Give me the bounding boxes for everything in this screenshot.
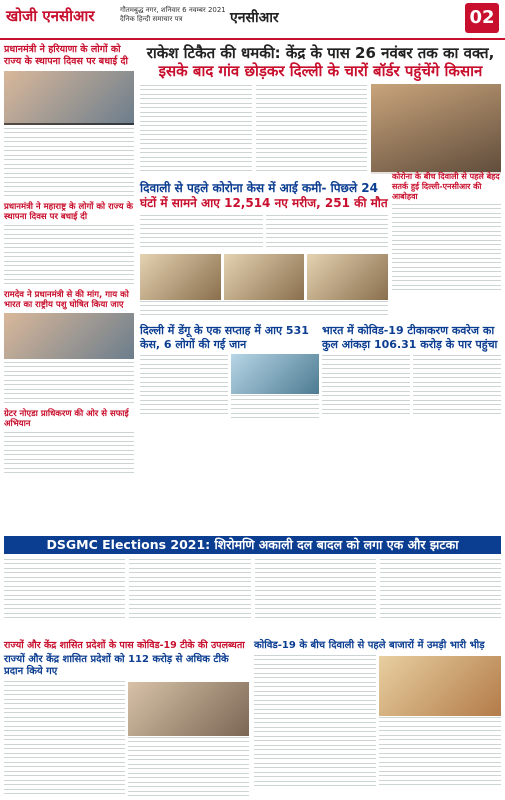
lead-text-col — [140, 84, 252, 175]
article-text — [413, 355, 501, 363]
article-text — [4, 155, 134, 163]
dsgmc-col — [129, 558, 250, 636]
article-text — [4, 450, 134, 458]
article-text — [256, 94, 368, 102]
article-text — [266, 215, 389, 223]
article-text — [140, 400, 228, 408]
article-text — [140, 166, 252, 174]
article-text — [4, 398, 134, 406]
dsgmc-col — [380, 558, 501, 636]
corona-body — [140, 214, 388, 251]
article-text — [140, 355, 228, 363]
edition-type: दैनिक हिन्दी समाचार पत्र — [120, 15, 183, 23]
section-title: एनसीआर — [230, 10, 279, 26]
vaccine-photo — [128, 682, 249, 736]
corona-headline-part2: घंटों में सामने आए 12,514 नए मरीज, 251 की मौत — [140, 196, 388, 210]
left-photo-2 — [4, 313, 134, 359]
article-text — [256, 112, 368, 120]
left-subhead-3: ग्रेटर नोएडा प्राधिकरण की ओर से सफाई अभियान — [4, 409, 129, 429]
article-text — [140, 242, 263, 250]
market-crowd-col — [254, 654, 376, 790]
article-text — [231, 404, 319, 412]
article-text — [140, 103, 252, 111]
dengue-col — [231, 354, 319, 422]
vaccine-availability-headline: राज्यों और केंद्र शासित प्रदेशों के पास कोविड-19 टीके की उपलब्धता — [4, 640, 245, 651]
article-text — [140, 233, 263, 241]
article-text — [4, 128, 134, 136]
market-crowd-photo — [379, 656, 501, 716]
dengue-col — [140, 354, 228, 422]
article-text — [392, 204, 501, 212]
article-text — [140, 391, 228, 399]
corona-headline-part1: दिवाली से पहले कोरोना केस में आई कमी- पिछले 24 — [140, 181, 378, 195]
page-number: 02 — [465, 3, 499, 33]
market-crowd-col — [379, 654, 501, 790]
dsgmc-banner: DSGMC Elections 2021: शिरोमणि अकाली दल बादल को लगा एक और झटका — [4, 536, 501, 554]
article-text — [256, 157, 368, 165]
article-text — [413, 373, 501, 381]
article-text — [4, 137, 134, 145]
article-text — [256, 148, 368, 156]
article-text — [4, 146, 134, 154]
lead-headline-line1: राकेश टिकैत की धमकी: केंद्र के पास 26 नवंबर तक का वक्त, — [146, 44, 495, 62]
article-text — [413, 364, 501, 372]
article-text — [392, 222, 501, 230]
article-text — [4, 225, 134, 233]
corona-photos — [140, 254, 388, 300]
aqi-headline: कोरोना के बीच दिवाली से पहले बेहद सतर्क हुई दिल्ली-एनसीआर की आबोहवा — [392, 172, 500, 201]
left-photo — [4, 71, 134, 125]
article-text — [256, 166, 368, 174]
article-text — [392, 213, 501, 221]
article-text — [413, 391, 501, 399]
article-text — [322, 373, 410, 381]
dengue-story — [140, 324, 319, 422]
article-text — [140, 85, 252, 93]
corona-photo — [140, 254, 221, 300]
article-text — [4, 459, 134, 467]
vaccine-headline: भारत में कोविड-19 टीकाकरण कवरेज का कुल आंकड़ा 106.31 करोड़ के पार पहुंचा — [322, 324, 498, 351]
article-text — [4, 243, 134, 251]
article-text — [4, 164, 134, 172]
dengue-body — [140, 354, 319, 422]
article-text — [256, 121, 368, 129]
vaccine-body — [322, 354, 501, 418]
article-text — [392, 267, 501, 275]
article-text — [140, 364, 228, 372]
article-text — [266, 233, 389, 241]
corona-col — [266, 214, 389, 251]
newspaper-logo: खोजी एनसीआर — [6, 7, 95, 25]
vaccine-supply-body — [4, 680, 249, 800]
vaccine-supply-col — [128, 680, 249, 800]
article-text — [322, 355, 410, 363]
article-text — [4, 441, 134, 449]
article-text — [392, 240, 501, 248]
market-crowd-story — [254, 640, 501, 790]
article-text — [266, 242, 389, 250]
vaccine-supply-col — [4, 680, 125, 800]
vaccine-supply-headline: राज्यों और केंद्र शासित प्रदेशों को 112 करोड़ से अधिक टीके प्रदान किये गए — [4, 654, 229, 677]
article-text — [140, 215, 263, 223]
corona-photo — [307, 254, 388, 300]
left-headline: प्रधानमंत्री ने हरियाणा के लोगों को राज्य के स्थापना दिवस पर बधाई दी — [4, 44, 128, 67]
article-text — [392, 231, 501, 239]
market-crowd-body — [254, 654, 501, 790]
article-text — [266, 224, 389, 232]
aqi-sidebar — [392, 172, 501, 294]
lead-headline — [140, 44, 501, 80]
left-photo-caption — [4, 123, 134, 125]
article-text — [4, 191, 134, 199]
article-text — [140, 121, 252, 129]
left-subhead-1: प्रधानमंत्री ने महाराष्ट्र के लोगों को राज्य के स्थापना दिवस पर बधाई दी — [4, 202, 134, 222]
edition-info — [120, 6, 226, 24]
vaccine-col — [322, 354, 410, 418]
article-text — [231, 395, 319, 403]
article-text — [392, 249, 501, 257]
article-text — [4, 279, 134, 287]
article-text — [140, 301, 388, 309]
article-text — [4, 389, 134, 397]
article-text — [4, 234, 134, 242]
corona-story — [140, 181, 388, 318]
article-text — [392, 276, 501, 284]
dsgmc-body — [4, 558, 501, 636]
article-text — [4, 371, 134, 379]
article-text — [322, 382, 410, 390]
article-text — [140, 112, 252, 120]
dsgmc-col — [255, 558, 376, 636]
dengue-headline: दिल्ली में डेंगू के एक सप्ताह में आए 531 केस, 6 लोगों की गई जान — [140, 324, 309, 351]
article-text — [140, 148, 252, 156]
article-text — [322, 400, 410, 408]
vaccine-availability-story — [4, 640, 249, 800]
article-text — [140, 382, 228, 390]
article-text — [392, 285, 501, 293]
article-text — [256, 130, 368, 138]
article-text — [140, 130, 252, 138]
article-text — [4, 432, 134, 440]
article-text — [140, 94, 252, 102]
market-crowd-headline: कोविड-19 के बीच दिवाली से पहले बाजारों में उमड़ी भारी भीड़ — [254, 640, 485, 651]
lead-headline-line2: इसके बाद गांव छोड़कर दिल्ली के चारों बॉर्डर पहुंचेंगे किसान — [158, 62, 483, 80]
left-subhead-2: रामदेव ने प्रधानमंत्री से की मांग, गाय को भारत का राष्ट्रीय पशु घोषित किया जाए — [4, 290, 129, 310]
article-text — [231, 413, 319, 421]
corona-col — [140, 214, 263, 251]
article-text — [413, 400, 501, 408]
mosquito-photo — [231, 354, 319, 394]
vaccine-col — [413, 354, 501, 418]
article-text — [322, 391, 410, 399]
masthead — [0, 0, 505, 40]
article-text — [256, 85, 368, 93]
article-text — [4, 380, 134, 388]
article-text — [140, 373, 228, 381]
edition-date: गौतमबुद्ध नगर, शनिवार 6 नवम्बर 2021 — [120, 6, 226, 14]
article-text — [140, 139, 252, 147]
article-text — [140, 409, 228, 417]
article-text — [256, 139, 368, 147]
article-text — [4, 468, 134, 476]
article-text — [4, 261, 134, 269]
article-text — [322, 409, 410, 417]
left-column — [4, 42, 134, 477]
article-text — [4, 173, 134, 181]
article-text — [413, 409, 501, 417]
article-text — [4, 270, 134, 278]
article-text — [4, 182, 134, 190]
article-text — [140, 157, 252, 165]
article-text — [140, 310, 388, 318]
corona-headline — [140, 181, 388, 211]
lead-story — [140, 84, 501, 175]
article-text — [4, 362, 134, 370]
article-text — [140, 224, 263, 232]
article-text — [4, 252, 134, 260]
dsgmc-col — [4, 558, 125, 636]
tikait-photo — [371, 84, 501, 174]
dengue-vaccine-row — [140, 324, 501, 422]
article-text — [392, 258, 501, 266]
corona-photo — [224, 254, 305, 300]
article-text — [322, 364, 410, 372]
article-text — [413, 382, 501, 390]
vaccine-story — [322, 324, 501, 422]
lead-text-col — [256, 84, 368, 175]
article-text — [256, 103, 368, 111]
